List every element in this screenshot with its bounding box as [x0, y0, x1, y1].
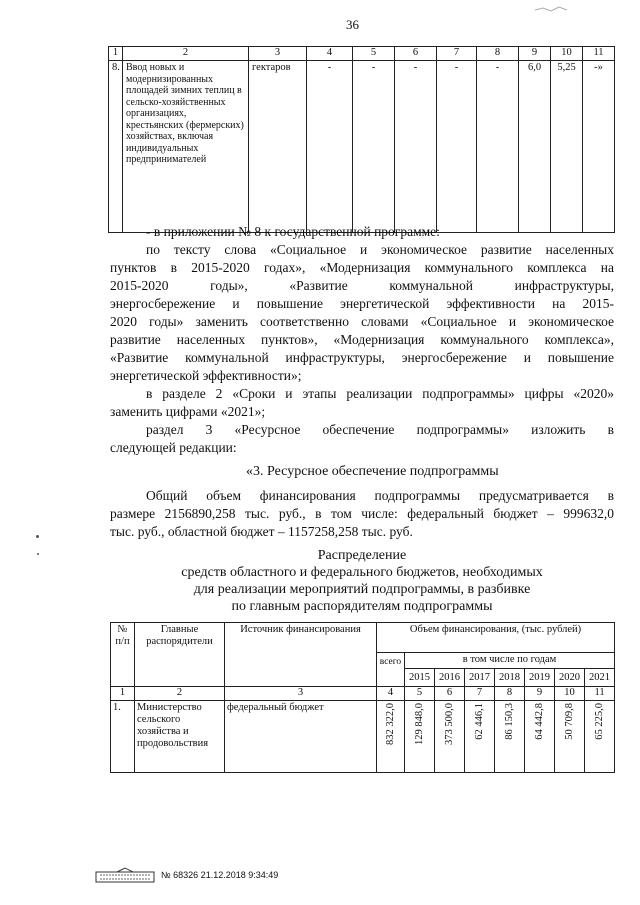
value-cell: -» — [583, 61, 615, 233]
value-cell — [555, 701, 585, 773]
value-cell: - — [353, 61, 395, 233]
column-number: 3 — [249, 47, 307, 61]
year-header: 2018 — [495, 669, 525, 687]
value-total: 832 322,0 — [384, 703, 396, 745]
scan-dot-icon — [36, 535, 39, 538]
paragraph-line: по тексту слова «Социальное и экономическое развитие населенных — [146, 242, 614, 257]
header-source: Источник финансирования — [225, 623, 377, 687]
column-number: 2 — [135, 687, 225, 701]
header-num: № п/п — [111, 623, 135, 687]
column-number: 6 — [435, 687, 465, 701]
row-number: 8. — [109, 61, 123, 233]
column-number: 6 — [395, 47, 437, 61]
paragraph-line: 2020 годы» заменить соответственно словами «Социальное и экономическое — [110, 314, 614, 329]
column-number: 8 — [495, 687, 525, 701]
table-header-row — [111, 623, 615, 653]
paragraph-line: энергосбережение и повышение энергетической эффективности на 2015- — [110, 296, 614, 311]
registry-stamp-icon — [95, 867, 155, 883]
column-number: 4 — [307, 47, 353, 61]
paragraph-line: тыс. руб., областной бюджет – 1157258,258 тыс. руб. — [110, 524, 413, 539]
value-cell — [525, 701, 555, 773]
year-header: 2019 — [525, 669, 555, 687]
paragraph-line: «Развитие коммунальной инфраструктуры, энергосбережение и повышение — [110, 350, 614, 365]
value-cell — [465, 701, 495, 773]
table-header-row — [109, 47, 615, 61]
paragraph-line: заменить цифрами «2021»; — [110, 404, 266, 419]
column-number: 10 — [555, 687, 585, 701]
scan-dot-icon — [37, 553, 39, 555]
value-cell: 6,0 — [519, 61, 551, 233]
document-id: № 68326 21.12.2018 9:34:49 — [161, 870, 279, 880]
value-2018: 86 150,3 — [503, 703, 515, 740]
indicators-table — [108, 46, 615, 233]
column-number: 1 — [109, 47, 123, 61]
paragraph-line: Общий объем финансирования подпрограммы предусматривается в — [146, 488, 614, 503]
manager-cell: Министерство сельского хозяйства и продовольствия — [135, 701, 225, 773]
table-row — [111, 701, 615, 773]
year-header: 2021 — [585, 669, 615, 687]
footer — [95, 867, 278, 883]
paragraph-line: размере 2156890,258 тыс. руб., в том числе: федеральный бюджет – 999632,0 — [110, 506, 614, 521]
page-number: 36 — [346, 17, 359, 32]
paragraph-line: следующей редакции: — [110, 440, 237, 455]
header-volume: Объем финансирования, (тыс. рублей) — [377, 623, 615, 653]
distribution-subtitle: средств областного и федерального бюджетов, необходимых — [181, 565, 543, 580]
column-number-row — [111, 687, 615, 701]
paragraph-line: раздел 3 «Ресурсное обеспечение подпрограммы» изложить в — [146, 422, 614, 437]
value-2021: 65 225,0 — [593, 703, 605, 740]
column-number: 10 — [551, 47, 583, 61]
distribution-subtitle: по главным распорядителям подпрограммы — [231, 599, 493, 614]
row-number: 1. — [111, 701, 135, 773]
year-header: 2017 — [465, 669, 495, 687]
year-header: 2020 — [555, 669, 585, 687]
column-number: 11 — [583, 47, 615, 61]
section-title: «3. Ресурсное обеспечение подпрограммы — [246, 464, 499, 479]
header-managers: Главные распорядители — [135, 623, 225, 687]
paragraph-line: в разделе 2 «Сроки и этапы реализации подпрограммы» цифры «2020» — [146, 386, 614, 401]
distribution-subtitle: для реализации мероприятий подпрограммы, в разбивке — [193, 582, 531, 597]
column-number: 1 — [111, 687, 135, 701]
column-number: 7 — [437, 47, 477, 61]
column-number: 5 — [353, 47, 395, 61]
value-2015: 129 848,0 — [413, 703, 425, 745]
unit-cell: гектаров — [249, 61, 307, 233]
value-cell: - — [307, 61, 353, 233]
table-row — [109, 61, 615, 233]
value-cell — [377, 701, 405, 773]
value-2020: 50 709,8 — [563, 703, 575, 740]
column-number: 2 — [123, 47, 249, 61]
column-number: 8 — [477, 47, 519, 61]
paragraph-line: развитие населенных пунктов», «Модернизация коммунального комплекса», — [110, 332, 614, 347]
paragraph-line: пунктов в 2015-2020 годах», «Модернизация коммунального комплекса на — [110, 260, 614, 275]
value-cell — [585, 701, 615, 773]
paragraph-line: 2015-2020 годы», «Развитие коммунальной инфраструктуры, — [110, 278, 614, 293]
funding-table — [110, 622, 615, 773]
distribution-title: Распределение — [317, 548, 407, 563]
column-number: 9 — [525, 687, 555, 701]
value-cell — [405, 701, 435, 773]
paragraph-appendix: - в приложении № 8 к государственной программе: — [146, 224, 440, 239]
year-header: 2016 — [435, 669, 465, 687]
column-number: 4 — [377, 687, 405, 701]
value-cell — [495, 701, 525, 773]
value-cell — [435, 701, 465, 773]
paragraph-line: энергетической эффективности»; — [110, 368, 302, 383]
value-2017: 62 446,1 — [473, 703, 485, 740]
indicator-name: Ввод новых и модернизированных площадей зимних теплиц в сельско-хозяйственных организациях, крестьянских (фермерских) хозяйствах, включая индивидуальных предпринимателей — [123, 61, 249, 233]
column-number: 9 — [519, 47, 551, 61]
value-cell: 5,25 — [551, 61, 583, 233]
year-header: 2015 — [405, 669, 435, 687]
header-by-years: в том числе по годам — [405, 653, 615, 669]
scan-mark-icon — [533, 4, 573, 14]
column-number: 11 — [585, 687, 615, 701]
column-number: 3 — [225, 687, 377, 701]
column-number: 5 — [405, 687, 435, 701]
value-cell: - — [437, 61, 477, 233]
value-cell: - — [477, 61, 519, 233]
value-2016: 373 500,0 — [443, 703, 455, 745]
value-cell: - — [395, 61, 437, 233]
value-2019: 64 442,8 — [533, 703, 545, 740]
source-cell: федеральный бюджет — [225, 701, 377, 773]
header-total: всего — [377, 653, 405, 687]
column-number: 7 — [465, 687, 495, 701]
